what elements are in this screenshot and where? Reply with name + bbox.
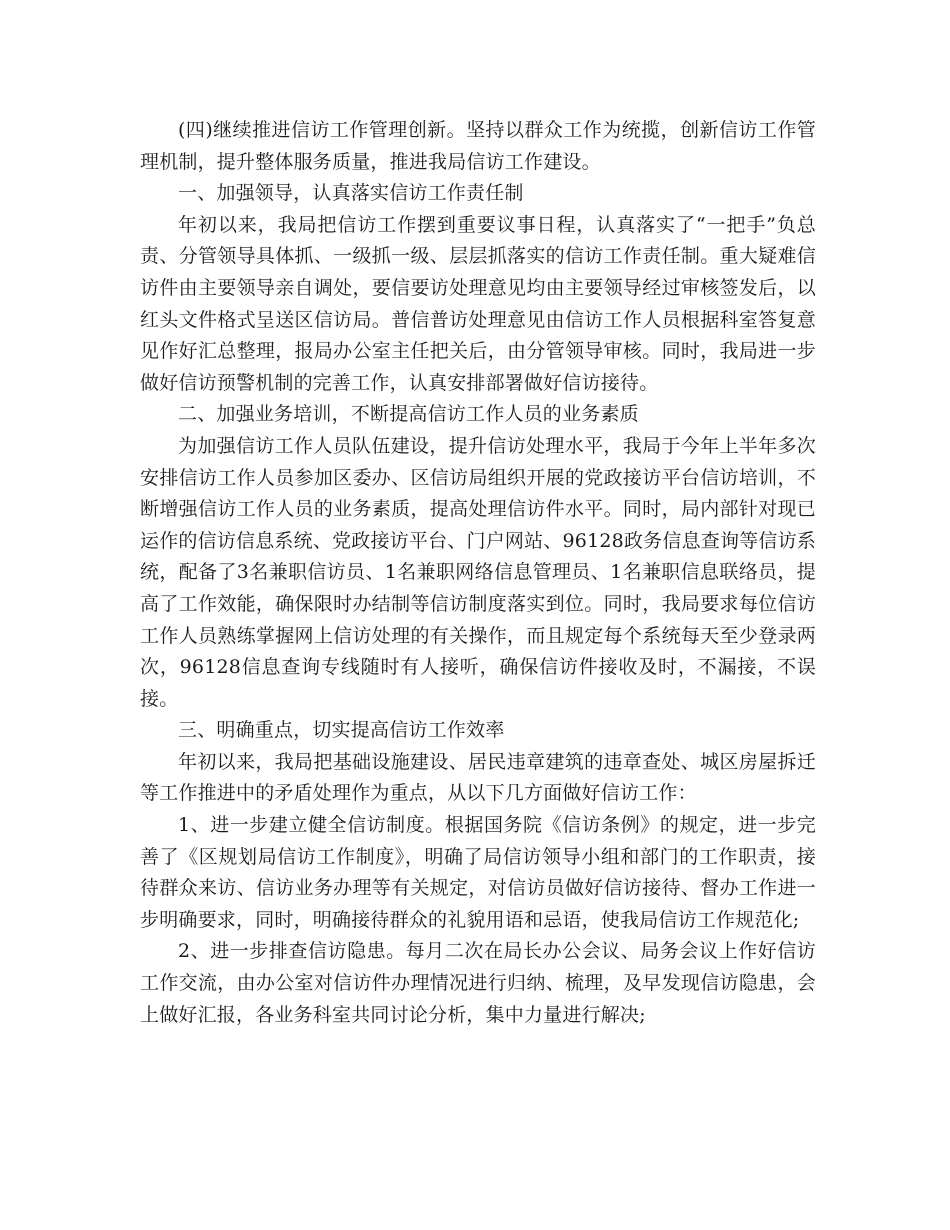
list-item-hazards: 2、进一步排查信访隐患。每月二次在局长办公会议、局务会议上作好信访工作交流，由办公室对信访件办理情况进行归纳、梳理，及早发现信访隐患，会上做好汇报，各业务科室共同讨论分析，集中力量进行解决;: [140, 940, 816, 1026]
heading-leadership: 一、加强领导，认真落实信访工作责任制: [178, 182, 524, 205]
document-body: [140, 115, 816, 1031]
paragraph-leadership: 年初以来，我局把信访工作摆到重要议事日程，认真落实了“一把手”负总责、分管领导具体抓、一级抓一级、层层抓落实的信访工作责任制。重大疑难信访件由主要领导亲自调处，要信要访处理意见均由主要领导经过审核签发后，以红头文件格式呈送区信访局。普信普访处理意见由信访工作人员根据科室答复意见作好汇总整理，报局办公室主任把关后，由分管领导审核。同时，我局进一步做好信访预警机制的完善工作，认真安排部署做好信访接待。: [140, 213, 816, 394]
list-item-system: 1、进一步建立健全信访制度。根据国务院《信访条例》的规定，进一步完善了《区规划局信访工作制度》，明确了局信访领导小组和部门的工作职责，接待群众来访、信访业务办理等有关规定，对信访员做好信访接待、督办工作进一步明确要求，同时，明确接待群众的礼貌用语和忌语，使我局信访工作规范化;: [140, 814, 816, 931]
heading-training: 二、加强业务培训，不断提高信访工作人员的业务素质: [178, 403, 639, 426]
paragraph-innovation: (四)继续推进信访工作管理创新。坚持以群众工作为统揽，创新信访工作管理机制，提升整体服务质量，推进我局信访工作建设。: [140, 119, 816, 173]
heading-efficiency: 三、明确重点，切实提高信访工作效率: [178, 719, 505, 742]
paragraph-efficiency: 年初以来，我局把基础设施建设、居民违章建筑的违章查处、城区房屋拆迁等工作推进中的矛盾处理作为重点，从以下几方面做好信访工作：: [140, 750, 816, 805]
paragraph-training: 为加强信访工作人员队伍建设，提升信访处理水平，我局于今年上半年多次安排信访工作人员参加区委办、区信访局组织开展的党政接访平台信访培训，不断增强信访工作人员的业务素质，提高处理信访件水平。同时，局内部针对现已运作的信访信息系统、党政接访平台、门户网站、96128政务信息查询等信访系统，配备了3名兼职信访员、1名兼职网络信息管理员、1名兼职信息联络员，提高了工作效能，确保限时办结制等信访制度落实到位。同时，我局要求每位信访工作人员熟练掌握网上信访处理的有关操作，而且规定每个系统每天至少登录两次，96128信息查询专线随时有人接听，确保信访件接收及时，不漏接，不误接。: [140, 434, 816, 710]
